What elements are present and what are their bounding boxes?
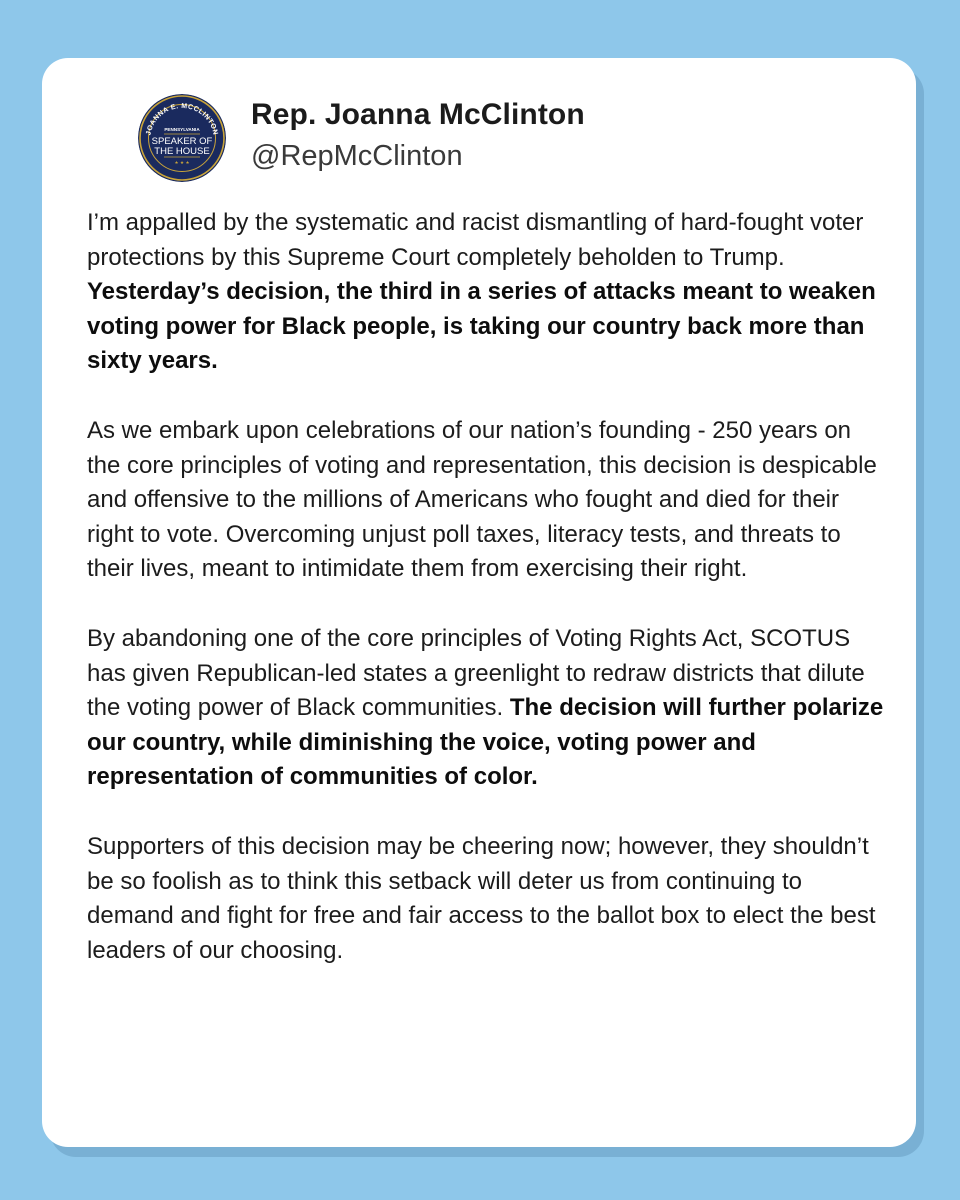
- paragraph: [87, 830, 887, 968]
- paragraph-text: Supporters of this decision may be cheering now; however, they shouldn’t be so foolish as to think this setback will deter us from continuing to demand and fight for free and fair access to the ballot box to elect the best leaders of our choosing.: [87, 832, 876, 964]
- seal-title-line1: SPEAKER OF: [151, 136, 213, 147]
- author-name[interactable]: Rep. Joanna McClinton: [251, 98, 585, 131]
- seal-title-line2: THE HOUSE: [154, 146, 210, 157]
- seal-ring-text: JOANNA E. MCCLINTON: [145, 102, 219, 136]
- paragraph: [87, 414, 887, 587]
- paragraph-bold-text: The decision will further polarize our country, while diminishing the voice, voting power and representation of communities of color.: [87, 694, 884, 791]
- paragraph-text: By abandoning one of the core principles of Voting Rights Act, SCOTUS has given Republican-led states a greenlight to redraw districts that dilute the voting power of Black communities.: [87, 624, 865, 722]
- paragraph-bold-text: Yesterday’s decision, the third in a series of attacks meant to weaken voting power for Black people, is taking our country back more than sixty years.: [87, 278, 876, 375]
- paragraph: [87, 206, 887, 379]
- seal-state-text: PENNSYLVANIA: [164, 127, 200, 132]
- seal-stars: ★ ★ ★: [174, 161, 190, 166]
- author-handle[interactable]: @RepMcClinton: [251, 140, 463, 172]
- paragraph: [87, 622, 887, 795]
- paragraph-text: As we embark upon celebrations of our nation’s founding - 250 years on the core principles of voting and representation, this decision is despicable and offensive to the millions of Americans who fought and died for their right to vote. Overcoming unjust poll taxes, literacy tests, and threats to their lives, meant to intimidate them from exercising their right.: [87, 416, 877, 583]
- paragraph-text: I’m appalled by the systematic and racist dismantling of hard-fought voter protections by this Supreme Court completely beholden to Trump.: [87, 209, 864, 271]
- avatar[interactable]: [138, 94, 226, 182]
- post-body: [87, 206, 887, 968]
- speaker-seal-icon: [138, 94, 226, 182]
- post-card: [42, 58, 916, 1147]
